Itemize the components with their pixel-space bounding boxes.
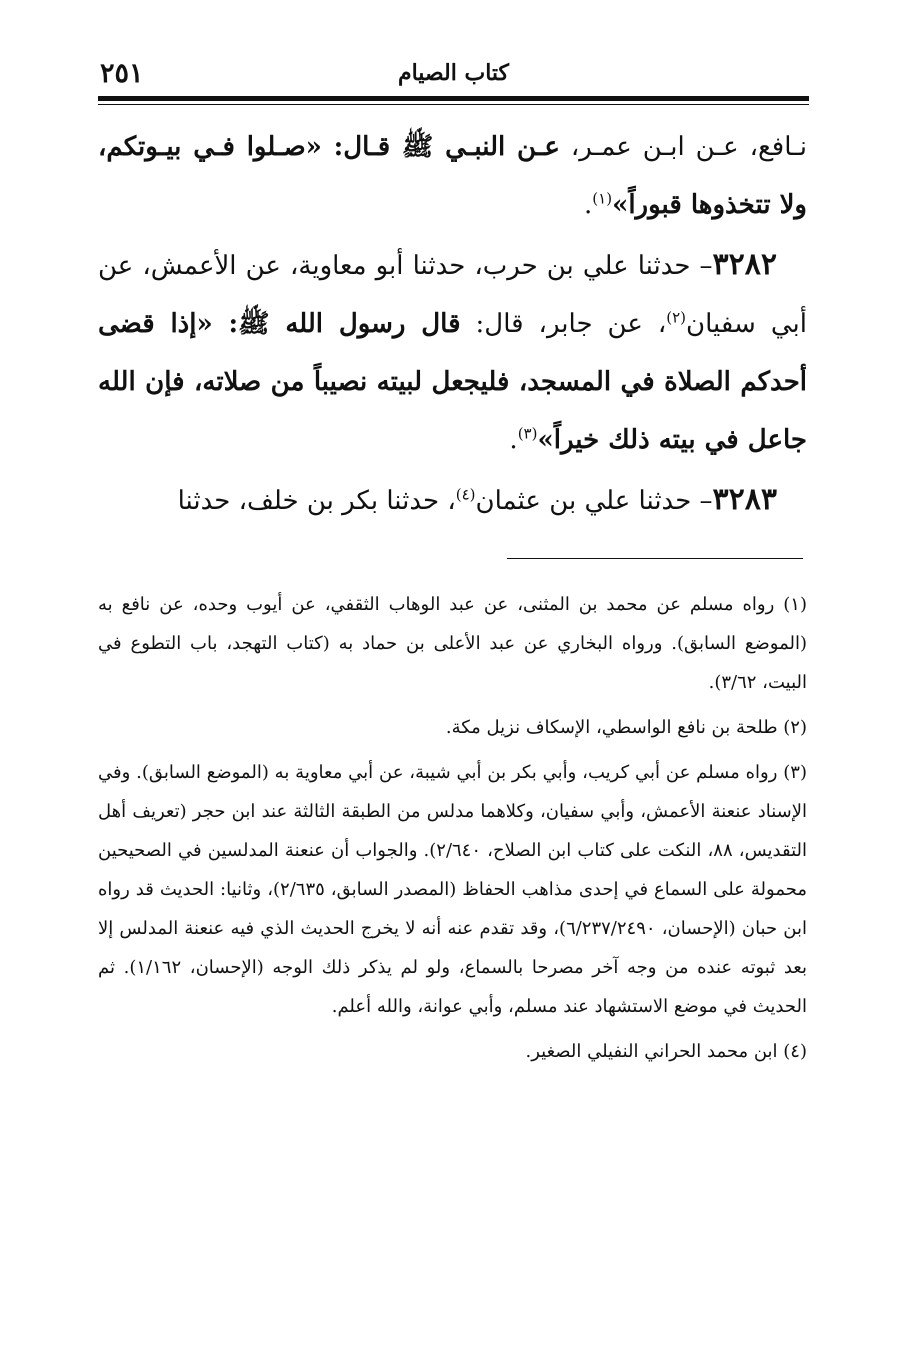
footnote-1: (١) رواه مسلم عن محمد بن المثنى، عن عبد الوهاب الثقفي، عن أيوب وحده، عن نافع به (الموضع السابق). ورواه البخاري عن عبد الأعلى بن حماد به (كتاب التهجد، باب التطوع في البيت، ٣/٦٢).	[98, 594, 807, 693]
running-title: كتاب الصيام	[397, 60, 510, 86]
text-run: نـافع، عـن ابـن عمـر،	[559, 132, 807, 162]
footnote-ref: (٣)	[517, 424, 538, 443]
footnote-2: (٢) طلحة بن نافع الواسطي، الإسكاف نزيل مكة.	[445, 717, 807, 738]
hadith-quote: قال رسول الله ﷺ: «إذا قضى أحدكم الصلاة في المسجد، فليجعل لبيته نصيباً من صلاته، فإن الله جاعل في بيته ذلك خيراً»	[98, 309, 807, 455]
text-run: ، حدثنا بكر بن خلف، حدثنا	[177, 486, 456, 516]
header-rule-thick	[98, 96, 809, 101]
hadith-paragraph	[98, 471, 807, 530]
header-rule-thin	[98, 104, 809, 105]
footnote-divider	[507, 558, 803, 559]
page-number: ٢٥١	[100, 58, 144, 89]
paragraph-continuation	[98, 118, 807, 234]
footnote-4: (٤) ابن محمد الحراني النفيلي الصغير.	[525, 1041, 807, 1062]
text-run: .	[509, 425, 518, 455]
text-run: .	[584, 190, 593, 220]
hadith-number: ٣٢٨٢	[712, 247, 777, 282]
hadith-paragraph	[98, 236, 807, 469]
text-run: – حدثنا علي بن حرب، حدثنا أبو معاوية، عن الأعمش، عن أبي سفيان	[98, 251, 807, 339]
text-run: ، عن جابر، قال:	[460, 309, 667, 339]
footnotes	[98, 585, 807, 1077]
hadith-number: ٣٢٨٣	[712, 482, 777, 517]
footnote-ref: (٢)	[666, 308, 687, 327]
footnote-ref: (١)	[592, 189, 613, 208]
footnote-3: (٣) رواه مسلم عن أبي كريب، وأبي بكر بن أبي شيبة، عن أبي معاوية به (الموضع السابق). وفي الإسناد عنعنة الأعمش، وأبي سفيان، وكلاهما مدلس من الطبقة الثالثة عند ابن حجر (تعريف أهل التقديس، ٨٨، النكت على كتاب ابن الصلاح، ٢/٦٤٠). والجواب أن عنعنة المدلسين في الصحيحين محمولة على السماع في إحدى مذاهب الحفاظ (المصدر السابق، ٢/٦٣٥)، وثانيا: الحديث قد رواه ابن حبان (الإحسان، ٦/٢٣٧/٢٤٩٠)، وقد تقدم عنه أنه لا يخرج الحديث الذي فيه عنعنة المدلس إلا بعد ثبوته عنده من وجه آخر مصرحا بالسماع، ولو لم يذكر ذلك الوجه (الإحسان، ١/١٦٢). ثم الحديث في موضع الاستشهاد عند مسلم، وأبي عوانة، والله أعلم.	[98, 762, 808, 1017]
text-run-bold: عـن النبـي ﷺ قـال:	[321, 132, 560, 162]
main-text	[98, 118, 807, 532]
footnote-ref: (٤)	[455, 485, 476, 504]
text-run: – حدثنا علي بن عثمان	[475, 486, 713, 516]
page-header	[98, 58, 809, 98]
hadith-quote: «صـلوا فـي بيـوتكم، ولا تتخذوها قبوراً»	[98, 132, 807, 220]
